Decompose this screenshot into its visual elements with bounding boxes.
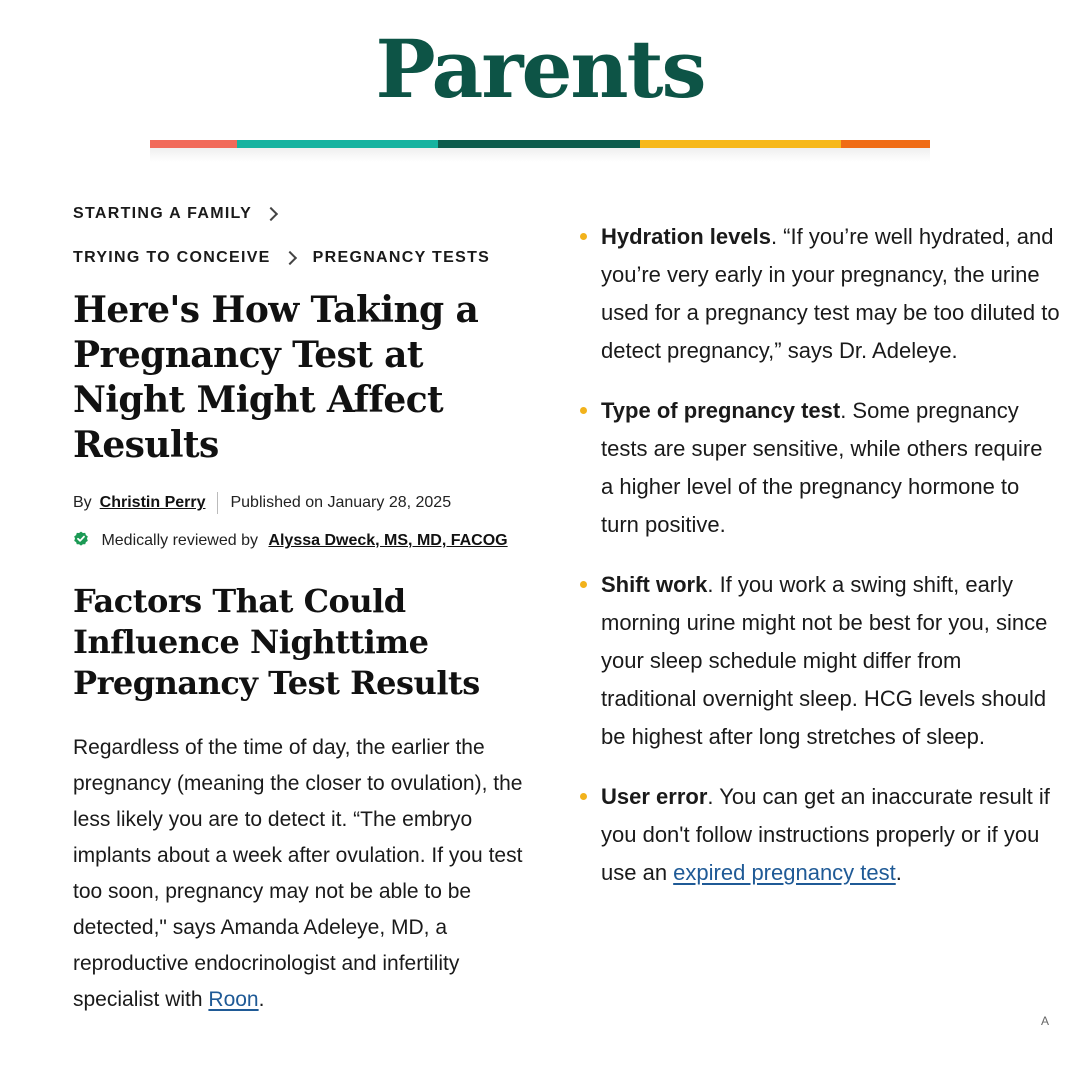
byline	[73, 492, 543, 514]
article-paragraph	[73, 730, 543, 1018]
stripe-segment-dark-green	[438, 140, 640, 148]
breadcrumb-starting-a-family[interactable]: STARTING A FAMILY	[73, 205, 253, 222]
ad-marker: A	[1041, 1014, 1050, 1028]
bullet-text: . “If you’re well hydrated, and you’re very early in your pregnancy, the urine used for a pregnancy test may be too diluted to detect pregnancy,” says Dr. Adeleye.	[601, 224, 1060, 363]
list-item	[580, 566, 1060, 756]
medical-review	[73, 528, 543, 553]
bullet-term: User error	[601, 784, 708, 809]
section-heading: Factors That Could Influence Nighttime Pregnancy Test Results	[73, 582, 480, 702]
list-item	[580, 778, 1060, 892]
breadcrumb	[73, 196, 543, 276]
chevron-right-icon	[264, 207, 278, 221]
article-title: Here's How Taking a Pregnancy Test at Night Might Affect Results	[73, 289, 479, 466]
stripe-segment-coral	[150, 140, 237, 148]
reviewed-label: Medically reviewed by	[101, 532, 258, 549]
bullet-term: Hydration levels	[601, 224, 771, 249]
bullet-text: . Some pregnancy tests are super sensitive, while others require a higher level of the pregnancy hormone to turn positive.	[601, 398, 1043, 537]
list-item	[580, 218, 1060, 370]
breadcrumb-pregnancy-tests[interactable]: PREGNANCY TESTS	[312, 249, 491, 266]
color-stripe	[150, 140, 930, 148]
chevron-right-icon	[283, 251, 297, 265]
by-label: By	[73, 494, 92, 511]
breadcrumb-row-2	[73, 240, 543, 276]
roon-link[interactable]: Roon	[208, 988, 259, 1011]
article-header-column	[73, 196, 543, 1039]
bullet-dot	[580, 233, 587, 240]
check-badge-icon	[73, 531, 89, 547]
breadcrumb-row-1	[73, 196, 543, 232]
byline-divider	[217, 492, 218, 514]
paragraph-text: Regardless of the time of day, the earlier the pregnancy (meaning the closer to ovulation), the less likely you are to detect it. “The embryo implants about a week after ovulation. If you test too soon, pregnancy may not be able to be detected," says Amanda Adeleye, MD, a reproductive endocrinologist and infertility specialist with	[73, 736, 523, 1011]
bullet-dot	[580, 407, 587, 414]
stripe-shadow	[150, 148, 930, 162]
stripe-segment-yellow	[640, 140, 841, 148]
bullet-dot	[580, 581, 587, 588]
factors-list	[580, 218, 1060, 892]
bullet-term: Type of pregnancy test	[601, 398, 841, 423]
bullet-text: . If you work a swing shift, early morning urine might not be best for you, since your sleep schedule might differ from traditional overnight sleep. HCG levels should be highest after long stretches of sleep.	[601, 572, 1048, 749]
reviewer-link[interactable]: Alyssa Dweck, MS, MD, FACOG	[268, 532, 508, 549]
paragraph-end: .	[258, 988, 265, 1011]
published-date: Published on January 28, 2025	[230, 494, 452, 511]
expired-pregnancy-test-link[interactable]: expired pregnancy test	[673, 860, 896, 885]
bullet-text: . You can get an inaccurate result if you don't follow instructions properly or if you use an	[601, 784, 1050, 885]
bullet-term: Shift work	[601, 572, 708, 597]
bullet-dot	[580, 793, 587, 800]
breadcrumb-trying-to-conceive[interactable]: TRYING TO CONCEIVE	[73, 249, 271, 266]
list-item	[580, 392, 1060, 544]
stripe-segment-teal	[237, 140, 438, 148]
author-link[interactable]: Christin Perry	[99, 494, 206, 511]
stripe-segment-orange	[841, 140, 930, 148]
bullet-end: .	[895, 860, 902, 885]
parents-logo[interactable]: Parents	[375, 22, 705, 116]
